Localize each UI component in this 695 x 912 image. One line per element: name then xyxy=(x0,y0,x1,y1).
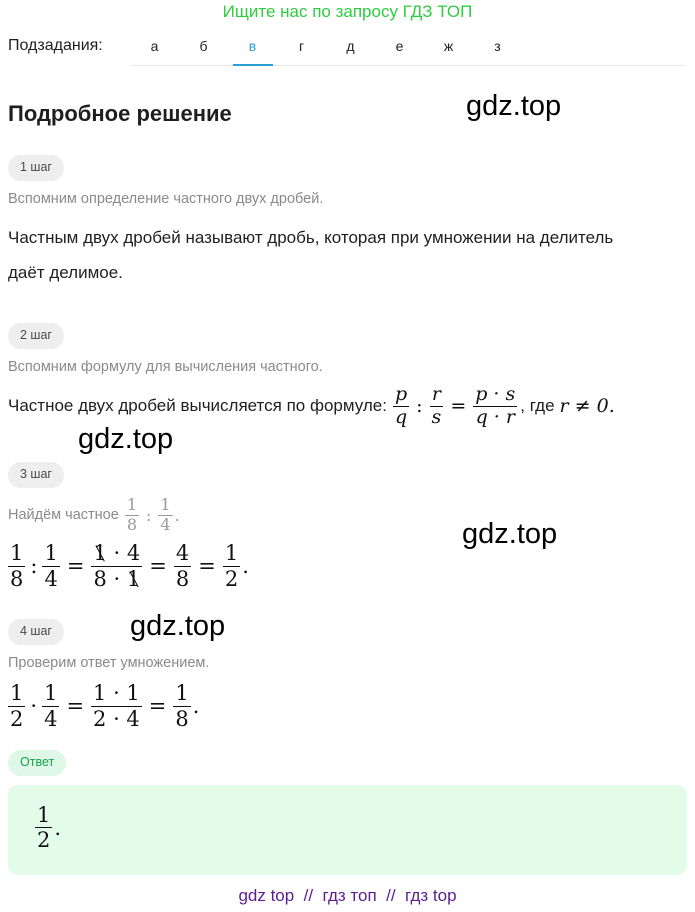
formula-frac-pq xyxy=(393,384,409,429)
period: . xyxy=(174,505,180,525)
frac-num: 1 xyxy=(44,681,58,706)
frac-num: 1 xyxy=(160,495,171,515)
step-2-formula xyxy=(391,384,519,429)
step-3-hint-math xyxy=(123,496,180,534)
colon-operator: : xyxy=(146,505,152,525)
frac-den: 4 xyxy=(44,706,58,731)
answer-value xyxy=(33,803,61,852)
formula-frac-result xyxy=(473,384,517,429)
frac-num: 1 xyxy=(10,541,24,566)
tab-b[interactable]: б xyxy=(199,38,208,54)
formula-p: p xyxy=(394,382,408,405)
colon-operator: : xyxy=(30,554,38,578)
watermark: gdz.top xyxy=(130,610,226,642)
cancelled-digit: 1 xyxy=(126,566,141,591)
step-3-badge: 3 шаг xyxy=(8,462,64,488)
watermark: gdz.top xyxy=(466,90,562,122)
hint-frac-2 xyxy=(158,496,172,534)
equals-operator: = xyxy=(66,694,85,718)
frac-den: 8 xyxy=(126,514,137,534)
step-3-hint: Найдём частное xyxy=(8,507,119,523)
calc-frac-a xyxy=(8,541,25,590)
frac-num: 1 · 1 xyxy=(93,681,140,706)
answer-badge: Ответ xyxy=(8,750,66,776)
step-2-text: Частное двух дробей вычисляется по формуле: xyxy=(8,396,387,415)
formula-s: s xyxy=(431,405,442,428)
equals-operator: = xyxy=(149,554,167,578)
footer-links[interactable]: gdz top // гдз топ // гдз top xyxy=(238,886,457,905)
formula-suffix: , где xyxy=(520,396,555,415)
frac-den: 2 xyxy=(10,706,24,731)
step-1-text-line2: даёт делимое. xyxy=(8,263,123,282)
promo-banner: Ищите нас по запросу ГДЗ ТОП xyxy=(222,2,473,21)
tab-zh[interactable]: ж xyxy=(443,38,454,54)
calc-frac-c xyxy=(91,681,142,730)
tab-d[interactable]: д xyxy=(346,38,355,54)
formula-result-num: p · s xyxy=(475,382,516,405)
equals-operator: = xyxy=(198,554,216,578)
frac-den: 4 xyxy=(44,566,58,591)
step-1-text-line1: Частным двух дробей называют дробь, которая при умножении на делитель xyxy=(8,228,614,247)
step-4-calculation xyxy=(6,678,199,734)
dot-operator: · xyxy=(30,694,38,718)
subtasks-label: Подзадания: xyxy=(8,37,103,54)
tab-z[interactable]: з xyxy=(494,38,501,54)
frac-den: 8 xyxy=(175,706,189,731)
step-1-hint: Вспомним определение частного двух дробей. xyxy=(8,191,324,207)
colon-operator: : xyxy=(416,395,423,417)
formula-condition: r ≠ 0. xyxy=(559,395,615,417)
period: . xyxy=(242,554,249,578)
calc-frac-c xyxy=(91,541,142,590)
calc-frac-b xyxy=(42,681,59,730)
frac-num: 1 xyxy=(175,681,189,706)
frac-num: 1 xyxy=(10,681,24,706)
step-2-badge: 2 шаг xyxy=(8,323,64,349)
tab-e[interactable]: е xyxy=(395,38,404,54)
step-1-badge: 1 шаг xyxy=(8,155,64,181)
formula-result-den: q · r xyxy=(475,405,515,428)
equals-operator: = xyxy=(148,694,167,718)
frac-num: 4 xyxy=(175,541,190,566)
watermark: gdz.top xyxy=(78,423,174,455)
hint-frac-1 xyxy=(125,496,139,534)
calc-frac-e xyxy=(223,541,240,590)
formula-frac-rs xyxy=(430,384,444,429)
tab-v[interactable]: в xyxy=(228,28,277,65)
step-3-calculation xyxy=(6,538,249,594)
cancelled-digit: 1 xyxy=(93,541,107,566)
digit: 4 xyxy=(126,541,141,566)
frac-num: 1 xyxy=(224,541,239,566)
calc-frac-d xyxy=(174,541,191,590)
frac-den: 2 xyxy=(37,828,51,853)
tab-a[interactable]: а xyxy=(150,38,159,54)
answer-box xyxy=(8,785,687,875)
formula-q: q xyxy=(394,405,408,428)
tab-g[interactable]: г xyxy=(298,38,305,54)
step-2-hint: Вспомним формулу для вычисления частного. xyxy=(8,359,323,375)
frac-num: 1 xyxy=(44,541,58,566)
frac-num: 1 xyxy=(37,803,51,827)
calc-frac-d xyxy=(173,681,190,730)
page-title: Подробное решение xyxy=(8,101,232,126)
frac-den: 2 · 4 xyxy=(93,706,140,731)
subtask-tabs xyxy=(130,28,686,66)
period: . xyxy=(54,815,62,840)
frac-den: 8 · 1 xyxy=(93,566,141,591)
frac-num: 1 · 4 xyxy=(93,541,141,566)
frac-den: 8 xyxy=(10,566,24,591)
frac-den: 8 xyxy=(175,566,190,591)
formula-r: r xyxy=(431,382,441,405)
step-4-badge: 4 шаг xyxy=(8,619,64,645)
step-3-hint-line xyxy=(8,492,180,538)
period: . xyxy=(192,694,200,718)
frac-num: 1 xyxy=(126,495,137,515)
equals-operator: = xyxy=(66,554,85,578)
answer-frac xyxy=(35,803,52,852)
frac-den: 2 xyxy=(224,566,239,591)
equals-operator: = xyxy=(450,395,467,417)
calc-frac-a xyxy=(8,681,25,730)
step-4-hint: Проверим ответ умножением. xyxy=(8,655,210,671)
frac-den: 4 xyxy=(160,514,171,534)
watermark: gdz.top xyxy=(462,518,558,550)
digit: 8 xyxy=(93,566,107,591)
calc-frac-b xyxy=(42,541,59,590)
